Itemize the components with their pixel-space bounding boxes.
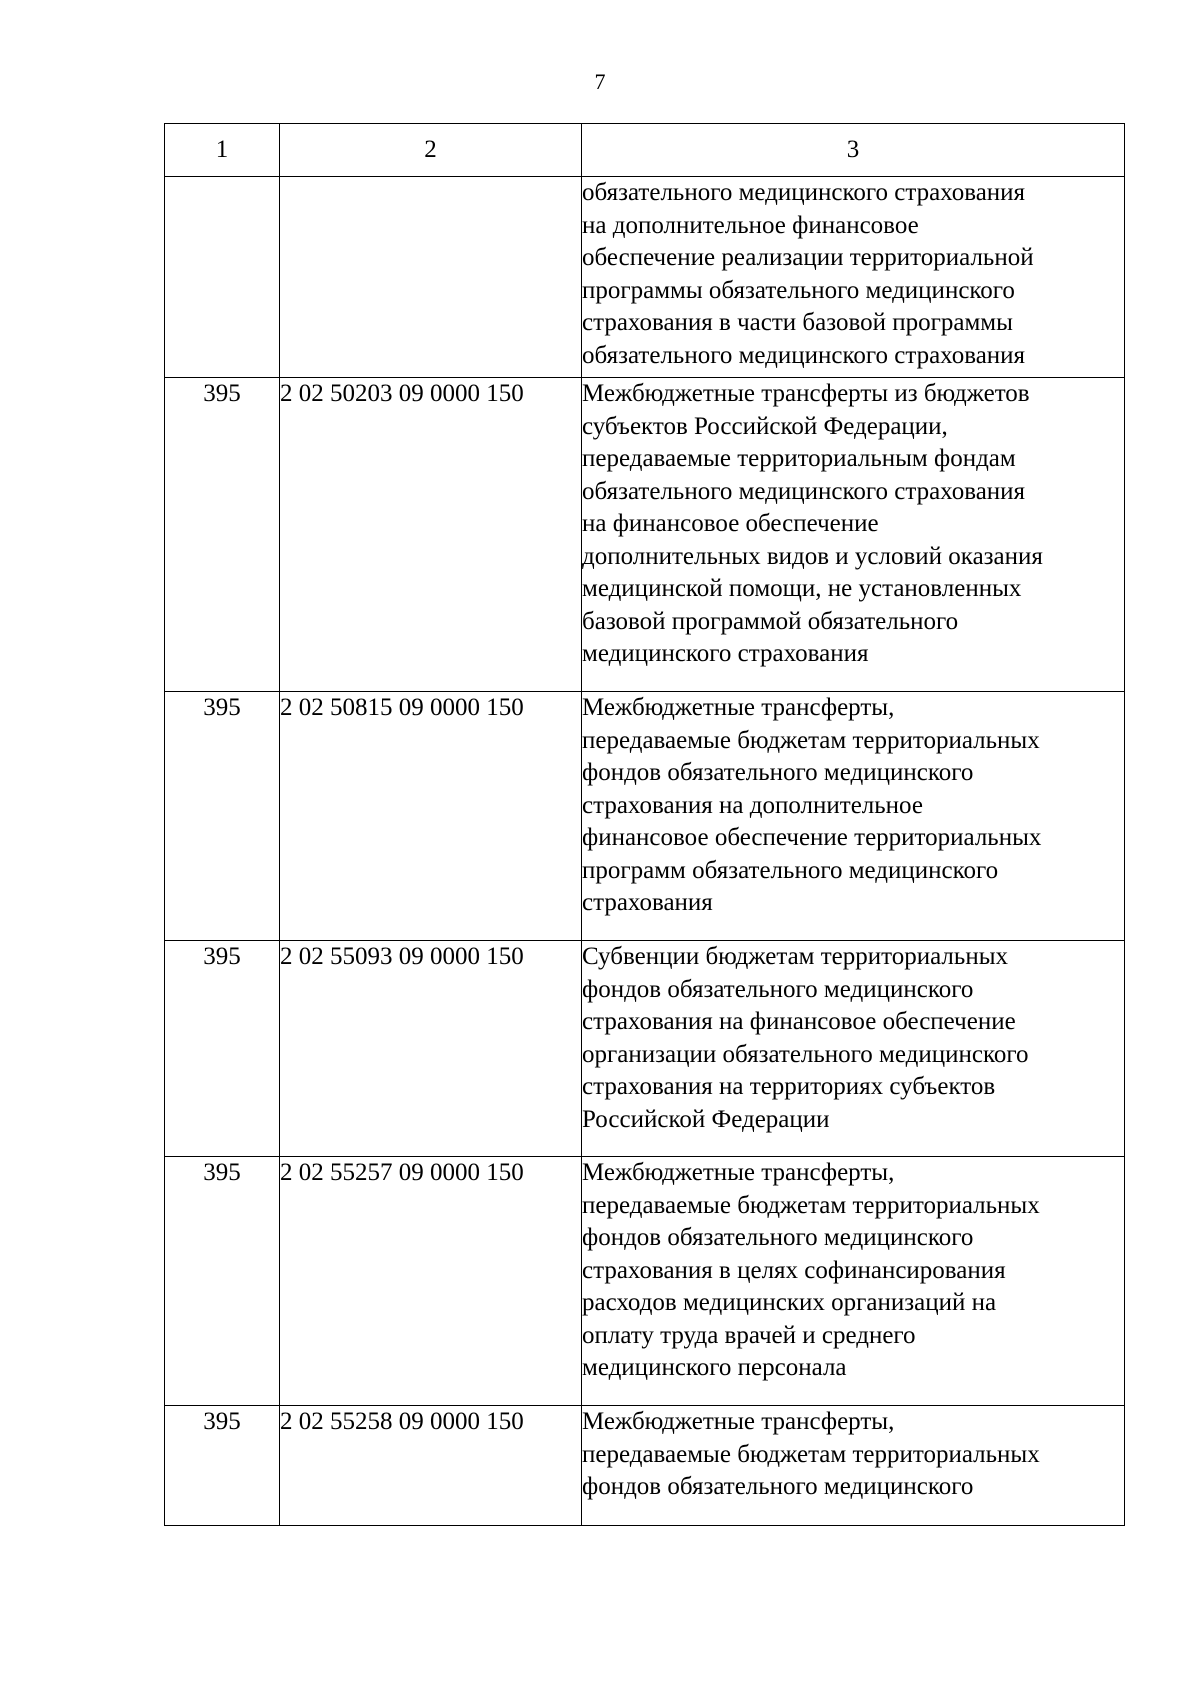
admin-code-cell xyxy=(165,177,280,378)
description-line: страхования на территориях субъектов xyxy=(582,1073,996,1100)
description-line: обязательного медицинского страхования xyxy=(582,477,1026,505)
description-line: фондов обязательного медицинского xyxy=(582,759,974,786)
description-line: Межбюджетные трансферты, xyxy=(582,694,895,721)
description-line: оплату труда врачей и среднего xyxy=(582,1321,916,1349)
table-row xyxy=(165,1157,1125,1406)
description-line: страхования на финансовое обеспечение xyxy=(582,1008,1016,1035)
description-line: расходов медицинских организаций на xyxy=(582,1289,997,1316)
description-line: программы обязательного медицинского xyxy=(582,276,1015,304)
admin-code-cell: 395 xyxy=(165,1406,280,1526)
description-line: Субвенции бюджетам территориальных xyxy=(582,943,1008,970)
admin-code-cell: 395 xyxy=(165,941,280,1157)
table-row xyxy=(165,941,1125,1157)
description-cell xyxy=(582,1157,1125,1406)
description-cell xyxy=(582,378,1125,692)
description-line: страхования в части базовой программы xyxy=(582,309,1013,336)
description-line: обязательного медицинского страхования xyxy=(582,341,1026,369)
header-cell-1: 1 xyxy=(165,124,280,177)
description-cell xyxy=(582,692,1125,941)
budget-code-cell: 2 02 50203 09 0000 150 xyxy=(280,378,582,692)
description-line: организации обязательного медицинского xyxy=(582,1040,1029,1068)
admin-code-cell: 395 xyxy=(165,378,280,692)
header-cell-3: 3 xyxy=(582,124,1125,177)
table-header-row xyxy=(165,124,1125,177)
table-row xyxy=(165,177,1125,378)
description-line: фондов обязательного медицинского xyxy=(582,1473,974,1500)
description-line: Российской Федерации xyxy=(582,1105,830,1133)
description-line: медицинской помощи, не установленных xyxy=(582,575,1022,602)
description-line: страхования на дополнительное xyxy=(582,791,923,819)
admin-code-cell: 395 xyxy=(165,692,280,941)
description-cell xyxy=(582,177,1125,378)
description-line: на дополнительное финансовое xyxy=(582,211,919,239)
budget-codes-table xyxy=(164,123,1125,1526)
page-number: 7 xyxy=(594,69,606,94)
description-line: Межбюджетные трансферты из бюджетов xyxy=(582,380,1030,407)
table-row xyxy=(165,692,1125,941)
description-cell xyxy=(582,1406,1125,1526)
description-line: субъектов Российской Федерации, xyxy=(582,412,948,440)
description-line: обеспечение реализации территориальной xyxy=(582,244,1034,271)
budget-code-cell: 2 02 55257 09 0000 150 xyxy=(280,1157,582,1406)
description-line: базовой программой обязательного xyxy=(582,607,959,635)
budget-code-cell: 2 02 50815 09 0000 150 xyxy=(280,692,582,941)
admin-code-cell: 395 xyxy=(165,1157,280,1406)
budget-code-cell: 2 02 55258 09 0000 150 xyxy=(280,1406,582,1526)
description-line: обязательного медицинского страхования xyxy=(582,179,1026,206)
description-line: программ обязательного медицинского xyxy=(582,856,999,884)
description-line: фондов обязательного медицинского xyxy=(582,1224,974,1251)
description-line: финансовое обеспечение территориальных xyxy=(582,824,1042,851)
description-line: страхования в целях софинансирования xyxy=(582,1256,1006,1284)
description-line: медицинского страхования xyxy=(582,640,869,667)
description-line: Межбюджетные трансферты, xyxy=(582,1408,895,1435)
description-line: фондов обязательного медицинского xyxy=(582,975,974,1003)
description-line: Межбюджетные трансферты, xyxy=(582,1159,895,1186)
budget-code-cell xyxy=(280,177,582,378)
description-line: передаваемые бюджетам территориальных xyxy=(582,1191,1040,1219)
table-row xyxy=(165,1406,1125,1526)
table-row xyxy=(165,378,1125,692)
description-line: передаваемые бюджетам территориальных xyxy=(582,1440,1040,1468)
description-line: передаваемые территориальным фондам xyxy=(582,445,1016,472)
description-cell xyxy=(582,941,1125,1157)
description-line: дополнительных видов и условий оказания xyxy=(582,542,1043,570)
budget-code-cell: 2 02 55093 09 0000 150 xyxy=(280,941,582,1157)
description-line: передаваемые бюджетам территориальных xyxy=(582,726,1040,754)
header-cell-2: 2 xyxy=(280,124,582,177)
description-line: страхования xyxy=(582,889,713,916)
description-line: медицинского персонала xyxy=(582,1354,847,1381)
description-line: на финансовое обеспечение xyxy=(582,510,879,537)
